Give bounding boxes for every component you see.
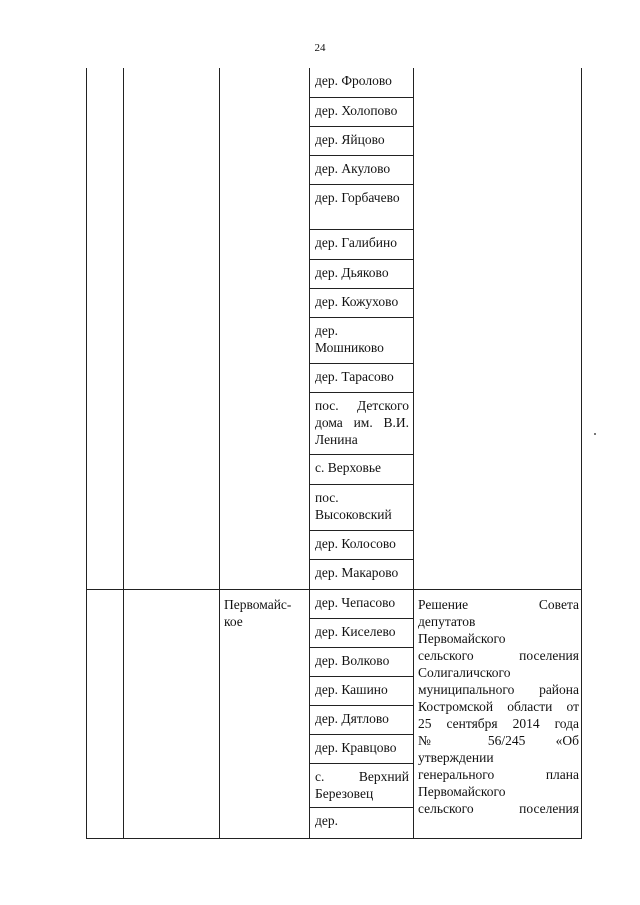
village-column <box>310 68 413 589</box>
table-segment-pervomayskoe <box>86 589 582 839</box>
village-cell: дер. Дятлово <box>310 706 413 735</box>
village-cell: дер. Кожухово <box>310 289 413 318</box>
village-cell: с. Верховье <box>310 455 413 485</box>
settlement-name: Первомайс-кое <box>224 597 292 629</box>
village-column <box>310 590 413 838</box>
village-cell: дер. Галибино <box>310 230 413 260</box>
village-cell: дер. Чепасово <box>310 590 413 619</box>
village-cell: дер. Фролово <box>310 68 413 98</box>
village-cell: дер. Кашино <box>310 677 413 706</box>
village-cell: дер. Кравцово <box>310 735 413 764</box>
village-cell: пос. Детского дома им. В.И. Ленина <box>310 393 413 455</box>
village-cell: дер. Акулово <box>310 156 413 185</box>
village-cell: дер. Тарасово <box>310 364 413 393</box>
village-cell: дер. Волково <box>310 648 413 677</box>
village-cell: дер. Дьяково <box>310 260 413 289</box>
table-segment-continued <box>86 68 582 589</box>
village-cell: с. Верхний Березовец <box>310 764 413 808</box>
village-cell: пос. Высоковский <box>310 485 413 531</box>
decision-text: Решение Совета депутатов Первомайского сельского поселения Солигаличского муниципального района Костромской области от 25 сентября 2014 года № 56/245 «Об утверждении генерального плана Первомайского сельского поселения <box>418 597 579 816</box>
village-cell: дер. <box>315 813 338 828</box>
village-cell: дер. Яйцово <box>310 127 413 156</box>
village-cell: дер. Макарово <box>315 565 399 580</box>
village-cell: дер. Колосово <box>310 531 413 560</box>
village-cell: дер. Мошниково <box>310 318 413 364</box>
page-number: 24 <box>314 42 326 54</box>
settlements-table <box>86 68 582 839</box>
village-cell: дер. Киселево <box>310 619 413 648</box>
village-cell: дер. Холопово <box>310 98 413 127</box>
village-cell: дер. Горбачево <box>310 185 413 230</box>
